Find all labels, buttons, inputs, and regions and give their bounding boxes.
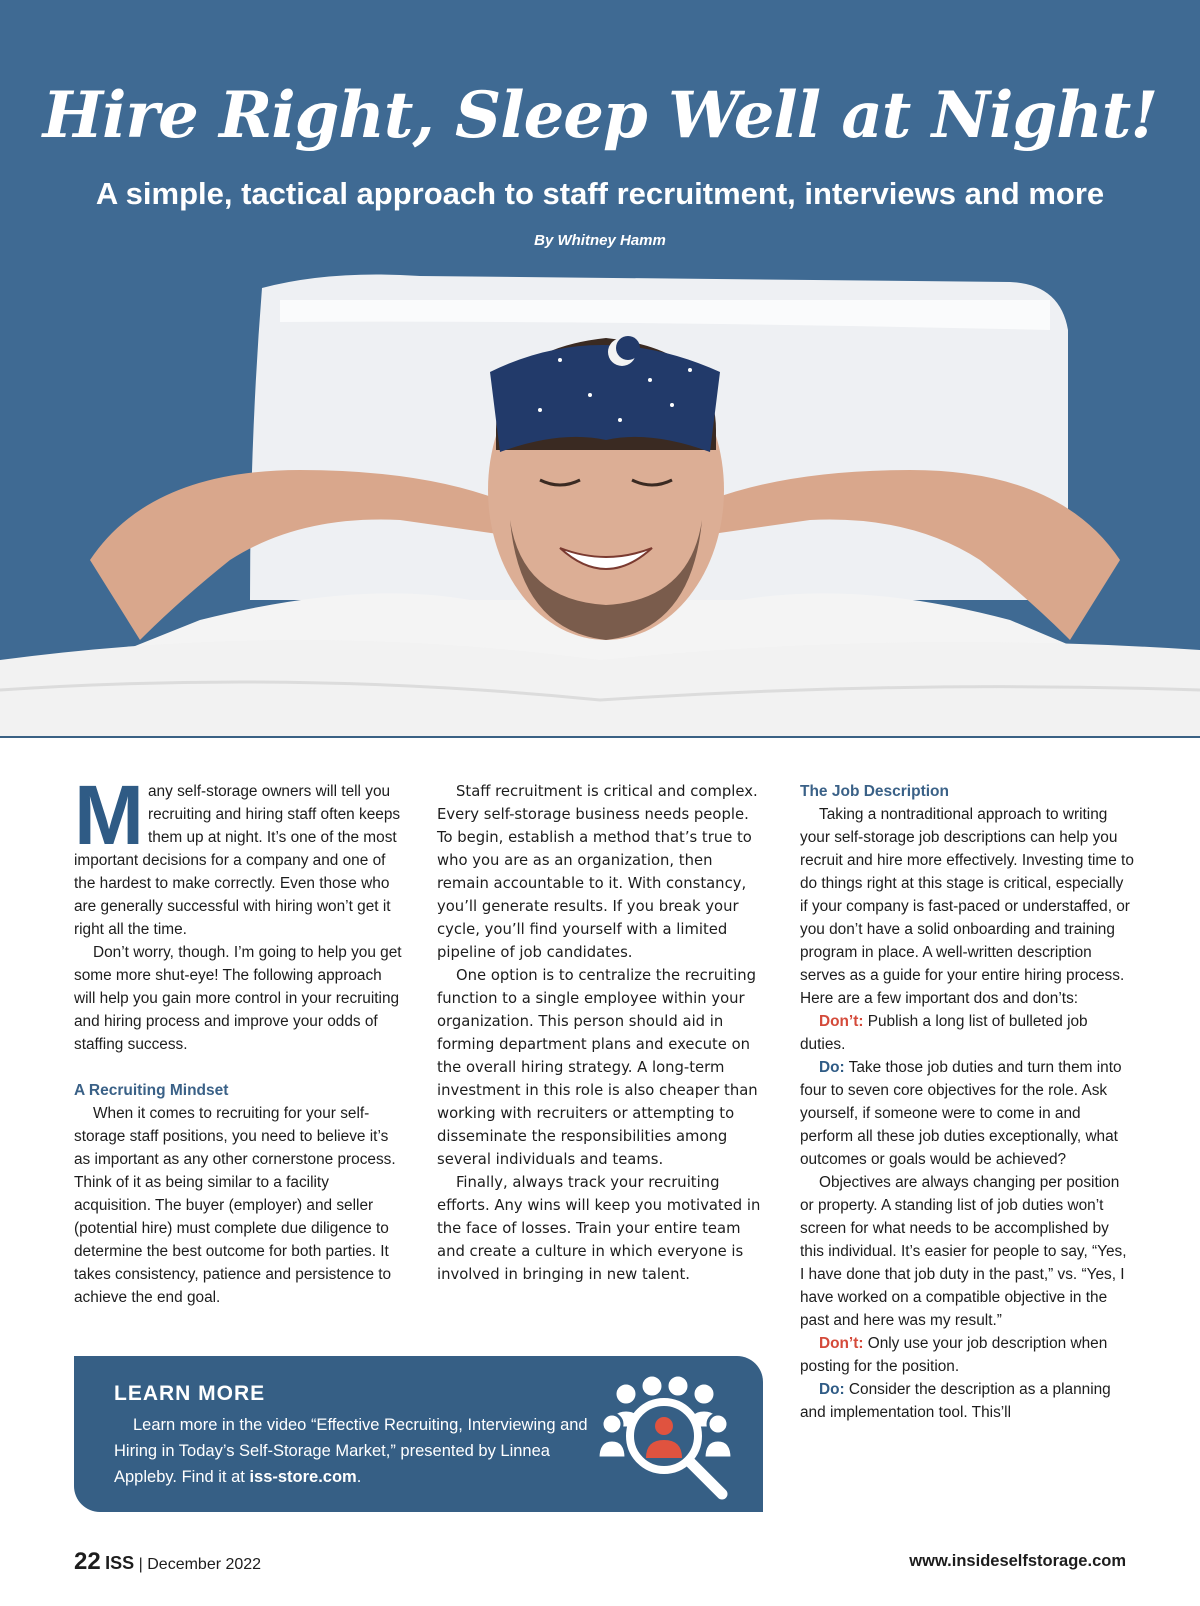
column-1 [74, 768, 404, 1309]
section-heading: A Recruiting Mindset [74, 1082, 229, 1099]
do-label: Do: [819, 1381, 845, 1398]
column-3 [800, 780, 1135, 1424]
footer-separator: | [138, 1556, 143, 1573]
dont-item: Don’t: Only use your job description when posting for the position. [800, 1335, 1108, 1375]
magnifier-people-icon [596, 1366, 746, 1506]
dont-label: Don’t: [819, 1335, 864, 1352]
drop-cap: M [74, 768, 144, 862]
paragraph-text: any self-storage owners will tell you recruiting and hiring staff often keeps them up at night. It’s one of the most important decisions for a company and one of the hardest to make correctly. Even those who are generally successful with hiring won’t get it right all the time. [74, 783, 401, 938]
learn-more-text: Learn more in the video “Effective Recruiting, Interviewing and Hiring in Today’s Self-Storage Market,” presented by Linnea Appleby. Find it at iss-store.com. [114, 1416, 588, 1486]
magazine-name: ISS [105, 1553, 135, 1573]
do-item: Do: Consider the description as a planning and implementation tool. This’ll [800, 1381, 1111, 1421]
hero-divider [0, 736, 1200, 738]
section-heading: The Job Description [800, 783, 949, 800]
paragraph: Don’t worry, though. I’m going to help you get some more shut-eye! The following approach will help you gain more control in your recruiting and hiring process and improve your odds of staffing success. [74, 944, 402, 1053]
subtitle: A simple, tactical approach to staff recruitment, interviews and more [95, 176, 1105, 211]
do-label: Do: [819, 1059, 845, 1076]
paragraph: When it comes to recruiting for your self-storage staff positions, you need to believe it’s as important as any other cornerstone process. Think of it as being similar to a facility acquisition. The buyer (employer) and seller (potential hire) must complete due diligence to determine the best outcome for both parties. It takes consistency, patience and persistence to achieve the end goal. [74, 1105, 396, 1306]
column-2 [437, 780, 767, 1286]
footer-left [74, 1548, 261, 1576]
do-item: Do: Take those job duties and turn them into four to seven core objectives for the role. Ask yourself, if someone were to come in and perform all these job duties exceptionally, what outcomes or goals would be achieved? [800, 1059, 1122, 1168]
page-title: Hire Right, Sleep Well at Night! [42, 78, 1158, 153]
website-url[interactable]: www.insideselfstorage.com [909, 1552, 1126, 1570]
paragraph: One option is to centralize the recruiting function to a single employee within your organization. This person should aid in forming department plans and execute on the overall hiring strategy. A long-term investment in this role is also cheaper than working with recruiters or attempting to disseminate the responsibilities among several individuals and teams. [437, 967, 758, 1168]
byline: By Whitney Hamm [534, 232, 666, 249]
paragraph: Objectives are always changing per position or property. A standing list of job duties won’t screen for what needs to be accomplished by this individual. It’s easier for people to say, “Yes, I have done that job duty in the past,” vs. “Yes, I have worked on a compatible objective in the past and here was my result.” [800, 1174, 1127, 1329]
dont-item: Don’t: Publish a long list of bulleted job duties. [800, 1013, 1088, 1053]
paragraph: Staff recruitment is critical and complex. Every self-storage business needs people. To begin, establish a method that’s true to who you are as an organization, then remain accountable to it. With constancy, you’ll generate results. If you break your cycle, you’ll find yourself with a limited pipeline of job candidates. [437, 783, 758, 961]
page-number: 22 [74, 1548, 101, 1575]
issue-date: December 2022 [147, 1556, 262, 1573]
paragraph [74, 768, 404, 941]
paragraph: Taking a nontraditional approach to writing your self-storage job descriptions can help you recruit and hire more effectively. Investing time to do things right at this stage is critical, especially if your company is fast-paced or understaffed, or you don’t have a solid onboarding and training program in place. A well-written description serves as a guide for your entire hiring process. Here are a few important dos and don’ts: [800, 806, 1134, 1007]
learn-more-box [74, 1356, 763, 1512]
dont-label: Don’t: [819, 1013, 864, 1030]
paragraph: Finally, always track your recruiting efforts. Any wins will keep you motivated in the face of losses. Train your entire team and create a culture in which everyone is involved in bringing in new talent. [437, 1174, 761, 1283]
learn-more-link[interactable]: iss-store.com [249, 1468, 357, 1486]
hero-banner [0, 0, 1200, 738]
learn-more-title: LEARN MORE [114, 1382, 266, 1405]
